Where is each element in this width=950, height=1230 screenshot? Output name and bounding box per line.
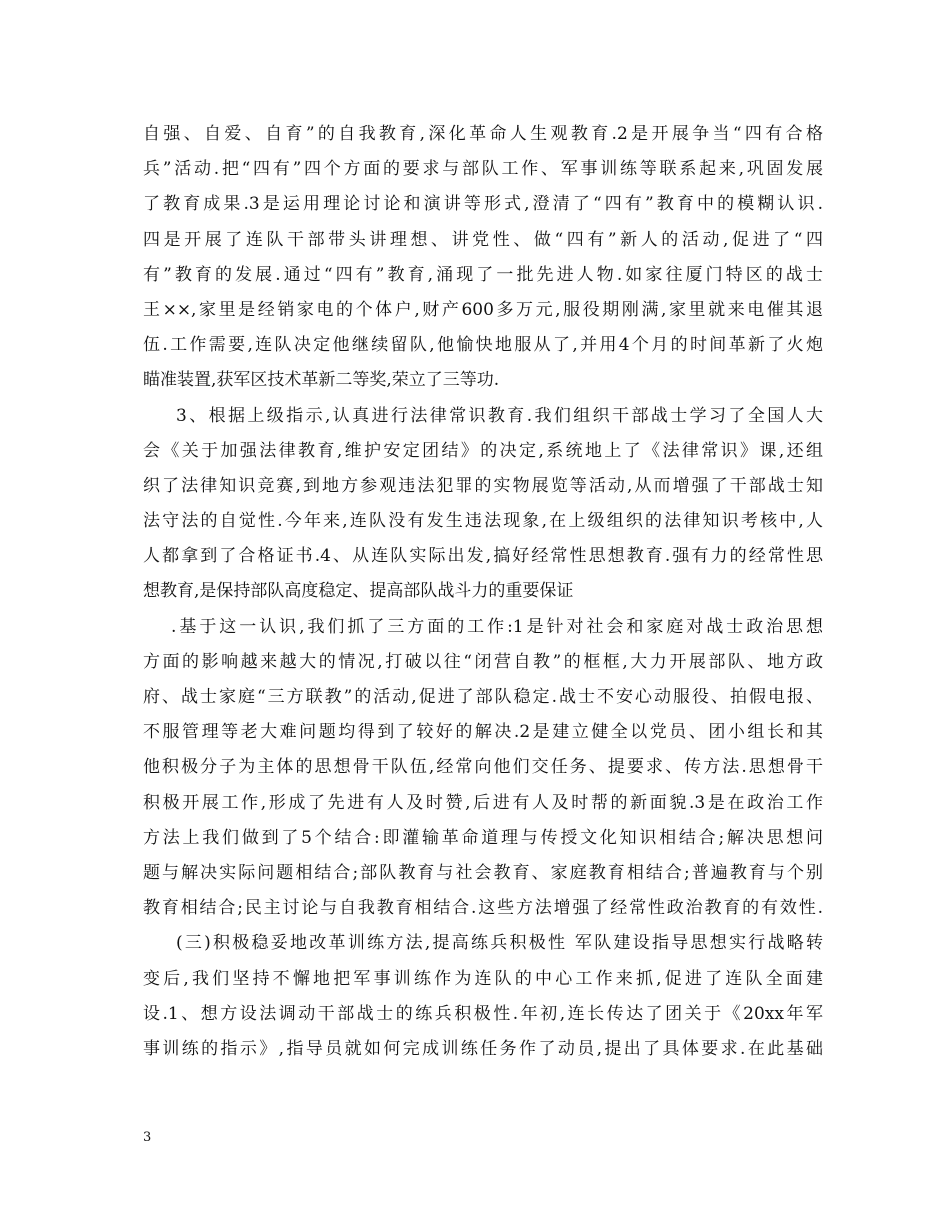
text-line: 王××,家里是经销家电的个体户,财产600多万元,服役期刚满,家里就来电催其退 [143, 299, 823, 320]
text-line: 想教育,是保持部队高度稳定、提高部队战斗力的重要保证 [143, 581, 574, 602]
text-line: 了教育成果.3是运用理论讨论和演讲等形式,澄清了“四有”教育中的模糊认识. [143, 194, 823, 215]
text-line: 四是开展了连队干部带头讲理想、讲党性、做“四有”新人的活动,促进了“四 [143, 229, 823, 250]
text-line: 教育相结合;民主讨论与自我教育相结合.这些方法增强了经常性政治教育的有效性. [143, 898, 823, 919]
page-number: 3 [143, 1130, 152, 1145]
text-line: 瞄准装置,获军区技术革新二等奖,荣立了三等功. [143, 370, 500, 391]
text-line: 有”教育的发展.通过“四有”教育,涌现了一批先进人物.如家往厦门特区的战士 [143, 264, 823, 285]
text-line: 不服管理等老大难问题均得到了较好的解决.2是建立健全以党员、团小组长和其 [143, 722, 823, 743]
body-text [143, 117, 823, 1067]
text-line: 会《关于加强法律教育,维护安定团结》的决定,系统地上了《法律常识》课,还组 [143, 440, 823, 461]
text-line: 积极开展工作,形成了先进有人及时赞,后进有人及时帮的新面貌.3是在政治工作 [143, 792, 823, 813]
text-line: 府、战士家庭“三方联教”的活动,促进了部队稳定.战士不安心动服役、拍假电报、 [143, 687, 823, 707]
text-line: 设.1、想方设法调动干部战士的练兵积极性.年初,连长传达了团关于《20xx年军 [143, 1003, 823, 1024]
text-line: 兵”活动.把“四有”四个方面的要求与部队工作、军事训练等联系起来,巩固发展 [143, 159, 823, 180]
text-line: 人都拿到了合格证书.4、从连队实际出发,搞好经常性思想教育.强有力的经常性思 [143, 546, 823, 567]
text-line: 伍.工作需要,连队决定他继续留队,他愉快地服从了,并用4个月的时间革新了火炮 [143, 335, 823, 356]
text-line: 方面的影响越来越大的情况,打破以往“闭营自教”的框框,大力开展部队、地方政 [143, 651, 823, 672]
text-line: 织了法律知识竞赛,到地方参观违法犯罪的实物展览等活动,从而增强了干部战士知 [143, 475, 823, 496]
text-line: 方法上我们做到了5个结合:即灌输革命道理与传授文化知识相结合;解决思想问 [143, 827, 823, 848]
paragraph-start-line: 3、根据上级指示,认真进行法律常识教育.我们组织干部战士学习了全国人大 [176, 405, 823, 426]
paragraph-start-line: .基于这一认识,我们抓了三方面的工作:1是针对社会和家庭对战士政治思想 [171, 616, 823, 637]
text-line: 法守法的自觉性.今年来,连队没有发生违法现象,在上级组织的法律知识考核中,人 [143, 511, 823, 532]
text-line: 他积极分子为主体的思想骨干队伍,经常向他们交任务、提要求、传方法.思想骨干 [143, 757, 823, 778]
text-line: 变后,我们坚持不懈地把军事训练作为连队的中心工作来抓,促进了连队全面建 [143, 968, 823, 989]
text-line: 题与解决实际问题相结合;部队教育与社会教育、家庭教育相结合;普遍教育与个别 [143, 862, 823, 883]
text-line: 事训练的指示》,指导员就如何完成训练任务作了动员,提出了具体要求.在此基础 [143, 1038, 823, 1059]
paragraph-start-line: (三)积极稳妥地改革训练方法,提高练兵积极性 军队建设指导思想实行战略转 [176, 933, 823, 954]
text-line: 自强、自爱、自育”的自我教育,深化革命人生观教育.2是开展争当“四有合格 [143, 124, 823, 144]
